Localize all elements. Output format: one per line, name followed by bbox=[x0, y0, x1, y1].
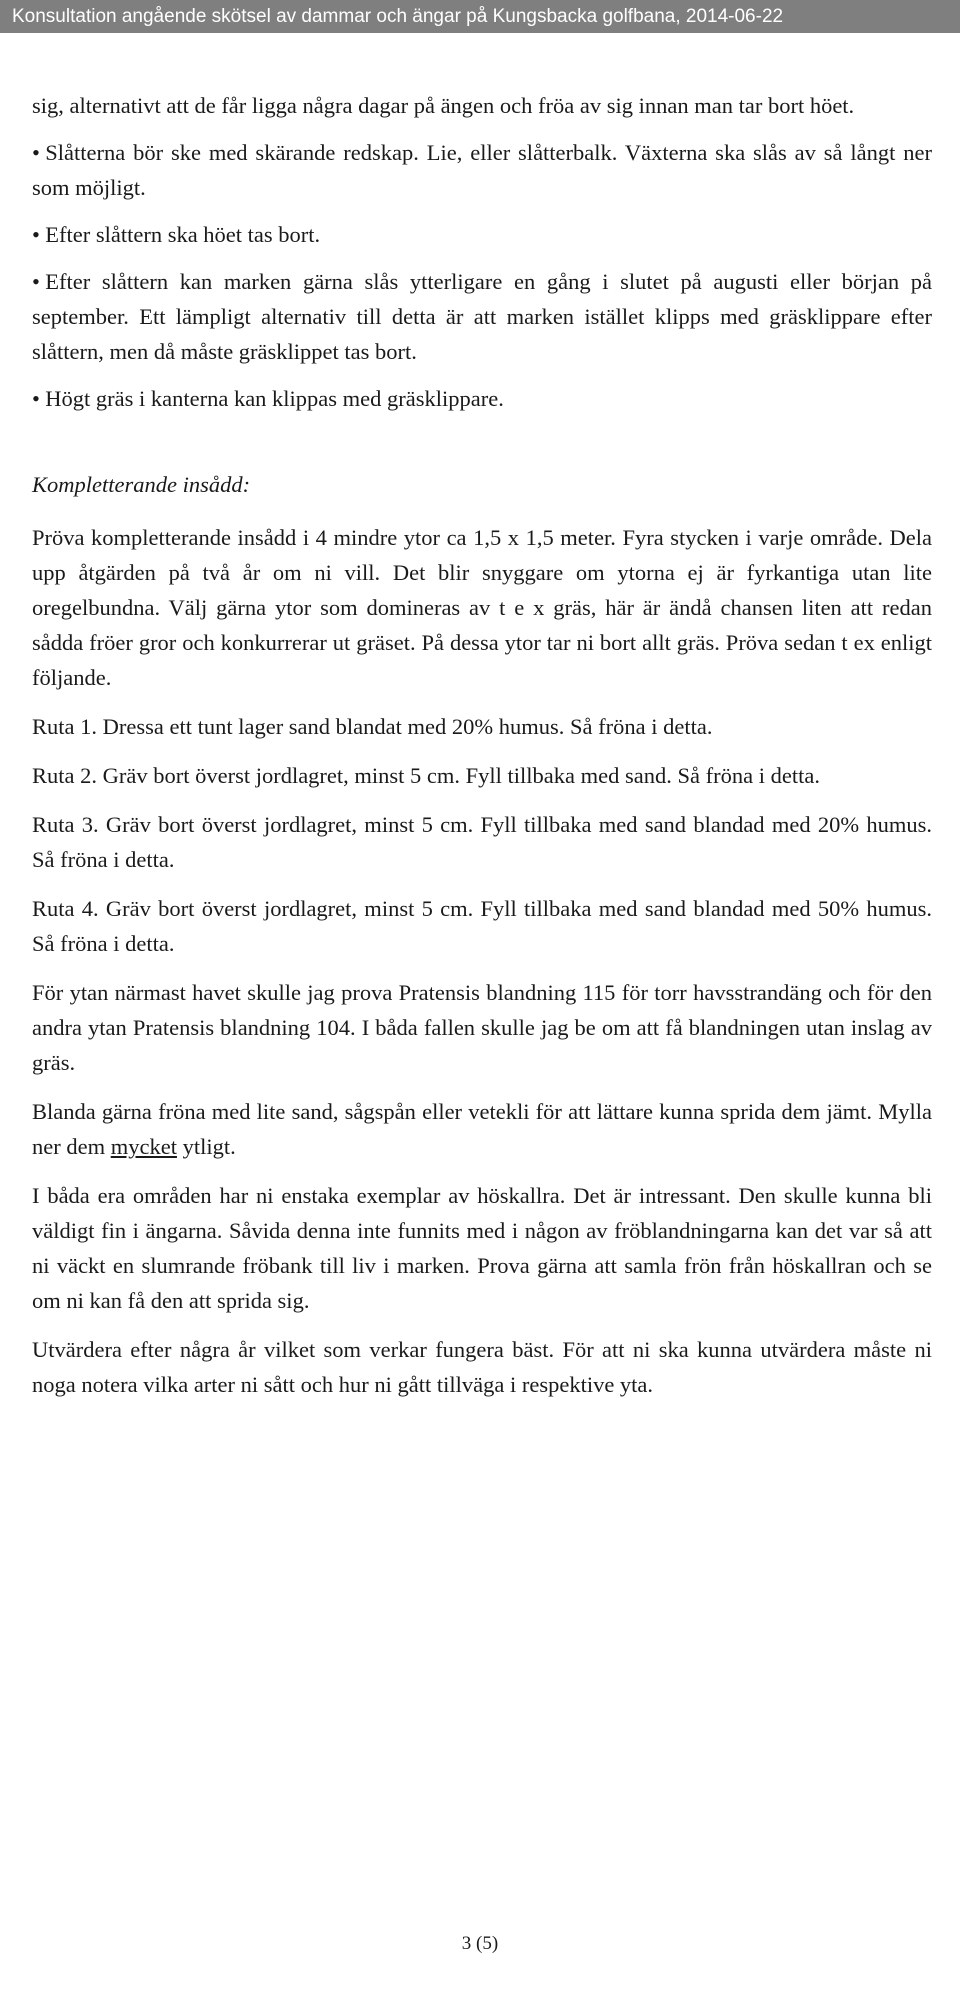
sowing-text-end: ytligt. bbox=[176, 1134, 236, 1159]
sowing-paragraph bbox=[32, 1094, 932, 1164]
bullet-item bbox=[32, 135, 932, 205]
seed-mix-paragraph: För ytan närmast havet skulle jag prova Pratensis blandning 115 för torr havsstrandäng och för den andra ytan Pratensis blandning 104. I båda fallen skulle jag be om att få blandningen utan inslag av gräs. bbox=[32, 980, 932, 1075]
bullet-symbol: • bbox=[32, 222, 40, 247]
section-heading: Kompletterande insådd: bbox=[32, 472, 251, 497]
bullet-text: Efter slåttern ska höet tas bort. bbox=[45, 222, 321, 247]
bullet-symbol: • bbox=[32, 269, 40, 294]
page-number: 3 (5) bbox=[461, 1933, 499, 1954]
ruta-item: Ruta 1. Dressa ett tunt lager sand blandat med 20% humus. Så fröna i detta. bbox=[32, 714, 713, 739]
bullet-item bbox=[32, 217, 932, 252]
document-body bbox=[32, 88, 932, 1402]
evaluation-paragraph: Utvärdera efter några år vilket som verkar fungera bäst. För att ni ska kunna utvärdera måste ni noga notera vilka arter ni sått och hur ni gått tillväga i respektive yta. bbox=[32, 1337, 932, 1397]
emphasized-word: mycket bbox=[110, 1134, 177, 1159]
bullet-text: Högt gräs i kanterna kan klippas med gräsklippare. bbox=[45, 386, 504, 411]
ruta-item: Ruta 3. Gräv bort överst jordlagret, minst 5 cm. Fyll tillbaka med sand blandad med 20% humus. Så fröna i detta. bbox=[32, 812, 932, 872]
intro-paragraph: sig, alternativt att de får ligga några dagar på ängen och fröa av sig innan man tar bort höet. bbox=[32, 93, 855, 118]
section-intro: Pröva kompletterande insådd i 4 mindre ytor ca 1,5 x 1,5 meter. Fyra stycken i varje område. Dela upp åtgärden på två år om ni vill. Det blir snyggare om ytorna ej är fyrkantiga utan lite oregelbundna. Välj gärna ytor som domineras av t e x gräs, här är ändå chansen liten att redan sådda fröer gror och konkurrerar ut gräset. På dessa ytor tar ni bort allt gräs. Pröva sedan t ex enligt följande. bbox=[32, 525, 932, 690]
ruta-item: Ruta 2. Gräv bort överst jordlagret, minst 5 cm. Fyll tillbaka med sand. Så fröna i detta. bbox=[32, 763, 820, 788]
bullet-item bbox=[32, 381, 932, 416]
header-title: Konsultation angående skötsel av dammar och ängar på Kungsbacka golfbana, 2014-06-22 bbox=[12, 6, 784, 27]
document-header bbox=[0, 0, 960, 33]
hoskallra-paragraph: I båda era områden har ni enstaka exemplar av höskallra. Det är intressant. Den skulle kunna bli väldigt fin i ängarna. Såvida denna inte funnits med i någon av fröblandningarna kan det var så att ni väckt en slumrande fröbank till liv i marken. Prova gärna att samla frön från höskallran och se om ni kan få den att sprida sig. bbox=[32, 1183, 932, 1313]
bullet-text: Slåtterna bör ske med skärande redskap. Lie, eller slåtterbalk. Växterna ska slås av så långt ner som möjligt. bbox=[32, 140, 932, 200]
sowing-text-start: Blanda gärna fröna med lite sand, sågspån eller vetekli för att lättare kunna sprida dem jämt. Mylla ner dem bbox=[32, 1099, 932, 1159]
bullet-symbol: • bbox=[32, 386, 40, 411]
bullet-symbol: • bbox=[32, 140, 40, 165]
bullet-text: Efter slåttern kan marken gärna slås ytterligare en gång i slutet på augusti eller början på september. Ett lämpligt alternativ till detta är att marken istället klipps med gräsklippare efter slåttern, men då måste gräsklippet tas bort. bbox=[32, 269, 932, 364]
ruta-item: Ruta 4. Gräv bort överst jordlagret, minst 5 cm. Fyll tillbaka med sand blandad med 50% humus. Så fröna i detta. bbox=[32, 896, 932, 956]
bullet-item bbox=[32, 264, 932, 369]
